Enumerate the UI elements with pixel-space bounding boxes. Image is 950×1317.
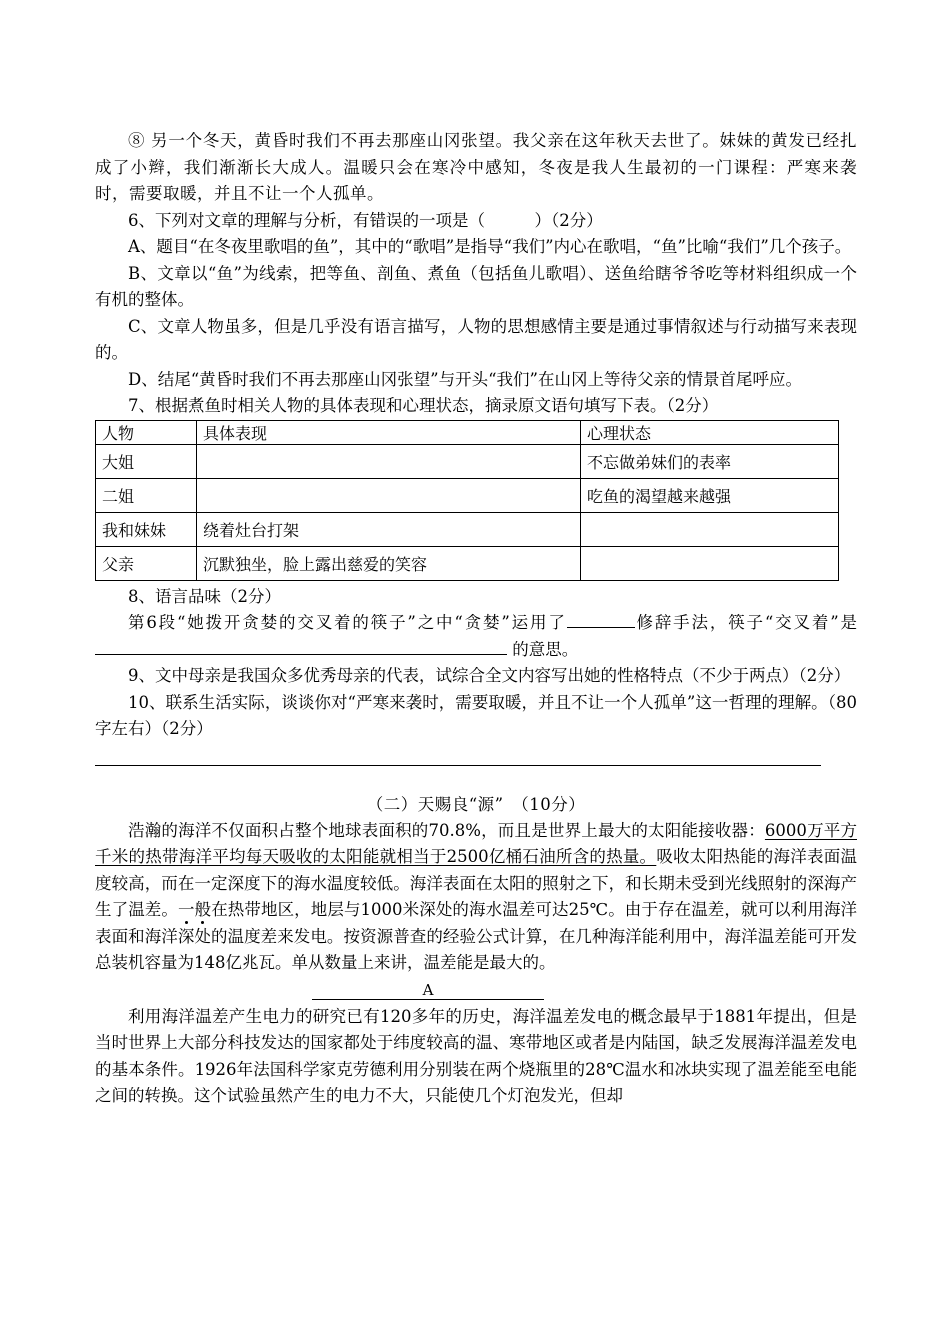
p1-text-b: 吸收太阳热能的海洋表面温度较高，而在一定深度下的海水温度较低。海洋表面在太阳的照射之下，和长期未受到光线照射的深海产生了温差。 [95, 847, 857, 919]
section2-paragraph-1 [95, 818, 857, 977]
question-7: 7、根据煮鱼时相关人物的具体表现和心理状态，摘录原文语句填写下表。（2分） [128, 396, 719, 415]
question-8: 8、语言品味（2分） [128, 586, 281, 606]
table-cell-blank[interactable] [581, 512, 839, 546]
answer-blank-rhetoric[interactable] [567, 611, 635, 628]
p1-text-a: 浩瀚的海洋不仅面积占整个地球表面积的70.8%，而且是世界上最大的太阳能接收器： [128, 820, 765, 840]
table-row [96, 546, 839, 580]
question-9: 9、文中母亲是我国众多优秀母亲的代表，试综合全文内容写出她的性格特点（不少于两点）（2分） [128, 666, 851, 685]
table-cell: 我和妹妹 [96, 512, 197, 546]
question-8-body [95, 610, 857, 663]
exam-page [95, 128, 857, 1110]
table-cell: 二姐 [96, 478, 197, 512]
emphasis-char: 一 [177, 900, 195, 919]
underlined-sentence: 6000万平方千米的热带海洋平均每天吸收的太阳能就相当于2500亿桶石油所含的热量。 [95, 820, 857, 866]
option-b: B、文章以“鱼”为线索，把等鱼、剖鱼、煮鱼（包括鱼儿歌唱）、送鱼给瞎爷爷吃等材料组织成一个有机的整体。 [95, 263, 857, 309]
paragraph-8: ⑧ 另一个冬天，黄昏时我们不再去那座山冈张望。我父亲在这年秋天去世了。妹妹的黄发已经扎成了小辫，我们渐渐长大成人。温暖只会在寒冷中感知，冬夜是我人生最初的一门课程：严寒来袭时，需要取暖，并且不让一个人孤单。 [95, 131, 857, 203]
blank-a[interactable]: A [312, 981, 544, 1000]
table-header-row [96, 420, 839, 444]
q8-text-c: 的意思。 [512, 639, 579, 659]
option-d: D、结尾“黄昏时我们不再去那座山冈张望”与开头“我们”在山冈上等待父亲的情景首尾呼应。 [128, 369, 802, 389]
table-cell: 绕着灶台打架 [197, 512, 581, 546]
answer-line[interactable] [95, 765, 821, 766]
table-cell-blank[interactable] [197, 444, 581, 478]
table-cell-blank[interactable] [581, 546, 839, 580]
table-row [96, 478, 839, 512]
table-row [96, 444, 839, 478]
answer-blank-meaning[interactable] [95, 638, 507, 655]
question-6: 6、下列对文章的理解与分析，有错误的一项是（ ）（2分） [128, 210, 603, 230]
table-row [96, 512, 839, 546]
table-cell: 不忘做弟妹们的表率 [581, 444, 839, 478]
q8-text-a: 第6段“她拨开贪婪的交叉着的筷子”之中“贪婪”运用了 [128, 613, 567, 632]
answer-table [95, 420, 839, 581]
table-header-cell: 人物 [96, 420, 197, 444]
emphasis-char: 般 [194, 900, 212, 919]
option-a: A、题目“在冬夜里歌唱的鱼”，其中的“歌唱”是指导“我们”内心在歌唱，“鱼”比喻“我们”几个孩子。 [128, 237, 852, 256]
option-c: C、文章人物虽多，但是几乎没有语言描写，人物的思想感情主要是通过事情叙述与行动描写来表现的。 [95, 316, 857, 362]
q8-text-b: 修辞手法，筷子“交叉着”是 [634, 613, 857, 632]
table-cell: 父亲 [96, 546, 197, 580]
table-header-cell: 具体表现 [197, 420, 581, 444]
table-cell: 沉默独坐，脸上露出慈爱的笑容 [197, 546, 581, 580]
table-cell: 吃鱼的渴望越来越强 [581, 478, 839, 512]
section-title: （二）天赐良“源” （10分） [366, 794, 586, 814]
table-cell-blank[interactable] [197, 478, 581, 512]
p1-text-c: 在热带地区，地层与1000米深处的海水温差可达25℃。由于存在温差，就可以利用海洋表面和海洋深处的温度差来发电。按资源普查的经验公式计算，在几种海洋能利用中，海洋温差能可开发总装机容量为148亿兆瓦。单从数量上来讲，温差能是最大的。 [95, 900, 858, 972]
table-cell: 大姐 [96, 444, 197, 478]
table-header-cell: 心理状态 [581, 420, 839, 444]
question-10: 10、联系生活实际，谈谈你对“严寒来袭时，需要取暖，并且不让一个人孤单”这一哲理的理解。（80字左右）（2分） [95, 692, 857, 738]
section2-paragraph-2: 利用海洋温差产生电力的研究已有120多年的历史，海洋温差发电的概念最早于1881年提出，但是当时世界上大部分科技发达的国家都处于纬度较高的温、寒带地区或者是内陆国，缺乏发展海洋温差发电的基本条件。1926年法国科学家克劳德利用分别装在两个烧瓶里的28℃温水和冰块实现了温差能至电能之间的转换。这个试验虽然产生的电力不大，只能使几个灯泡发光，但却 [95, 1006, 857, 1105]
